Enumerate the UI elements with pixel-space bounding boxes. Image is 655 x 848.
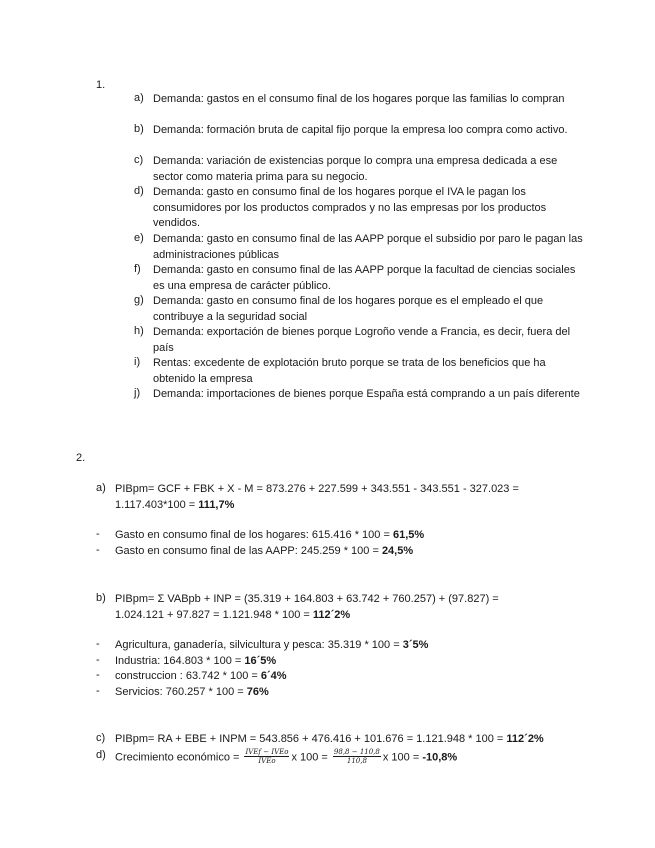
list-item-label: d) [134,185,144,197]
answer-2a-line2-text: 1.117.403*100 = [115,498,199,511]
bullet-result: 76% [246,685,269,698]
fraction-denominator: 110,8 [346,757,367,765]
bullet-result: 3´5% [402,639,429,651]
bullet-text-plain: Gasto en consumo final de los hogares: 615.416 * 100 = [115,529,393,541]
list-item-text: Rentas: excedente de explotación bruto porque se trata de los beneficios que ha obtenido la empresa [153,357,546,385]
answer-2b-label: b) [96,592,106,604]
fraction-numerator: IVEf − IVEo [245,748,289,756]
bullet-dash: - [96,684,100,697]
list-item-label: g) [134,294,144,306]
list-item-text: Demanda: gasto en consumo final de las AAPP porque el subsidio por paro le pagan las administraciones públicas [153,233,583,261]
formula-fraction-symbolic [244,748,289,765]
question-2-number: 2. [76,452,86,464]
list-item-text: Demanda: variación de existencias porque lo compra una empresa dedicada a ese sector como materia prima para su negocio. [153,155,558,183]
list-item-text: Demanda: importaciones de bienes porque España está comprando a un país diferente [153,388,580,400]
fraction-numerator: 98,8 − 110,8 [333,748,380,756]
answer-2a-line1: PIBpm= GCF + FBK + X - M = 873.276 + 227.599 + 343.551 - 343.551 - 327.023 = [115,483,519,495]
bullet-text-plain: construccion : 63.742 * 100 = [115,670,261,682]
bullet-dash: - [96,528,100,540]
answer-2a-label: a) [96,482,106,494]
bullet-result: 16´5% [244,654,277,667]
bullet-text-plain: Gasto en consumo final de las AAPP: 245.259 * 100 = [115,544,382,557]
answer-2c-text: PIBpm= RA + EBE + INPM = 543.856 + 476.416 + 101.676 = 1.121.948 * 100 = [115,733,507,745]
bullet-text-plain: Agricultura, ganadería, silvicultura y pesca: 35.319 * 100 = [115,639,403,651]
bullet-dash: - [96,669,100,681]
bullet-result: 24,5% [381,544,414,557]
bullet-result: 6´4% [260,670,287,682]
list-item-label: i) [134,356,141,368]
list-item-label: h) [134,325,144,337]
list-item-text: Demanda: gasto en consumo final de los hogares porque el IVA le pagan los consumidores por los productos comprados y no las empresas por los productos vendidos. [153,186,547,229]
answer-2b-line1: PIBpm= Σ VABpb + INP = (35.319 + 164.803 + 63.742 + 760.257) + (97.827) = [115,593,499,605]
answer-2b-line2-text: 1.024.121 + 97.827 = 1.121.948 * 100 = [115,608,313,621]
list-item-text: Demanda: exportación de bienes porque Logroño vende a Francia, es decir, fuera del país [153,326,571,354]
bullet-text [115,685,269,700]
answer-2b-line2 [115,608,499,624]
list-item-label: c) [134,154,144,166]
answer-2a-line2 [115,498,519,514]
bullet-result: 61,5% [392,529,425,541]
question-1-number: 1. [96,79,106,91]
list-item-label: e) [134,232,144,244]
fraction-denominator: IVEo [258,757,276,765]
bullet-text [115,638,428,653]
list-item-label: f) [134,263,141,275]
answer-2d-label: d) [96,749,106,761]
answer-2c-result: 112´2% [506,733,544,745]
list-item-text: Demanda: gasto en consumo final de los hogares porque es el empleado el que contribuye a la seguridad social [153,295,544,323]
answer-2b-result: 112´2% [312,608,351,621]
answer-2d-suffix: x 100 = [382,751,423,764]
list-item-label: j) [134,387,141,399]
bullet-dash: - [96,543,100,556]
bullet-text [115,544,413,559]
bullet-dash: - [96,653,100,666]
list-item-text: Demanda: formación bruta de capital fijo porque la empresa loo compra como activo. [153,124,568,136]
answer-2d-result: -10,8% [422,751,458,764]
answer-2d-prefix: Crecimiento económico = [115,751,243,764]
answer-2d-mid: x 100 = [291,751,331,764]
bullet-text-plain: Servicios: 760.257 * 100 = [115,685,247,698]
bullet-text-plain: Industria: 164.803 * 100 = [115,654,245,667]
list-item-label: a) [134,92,144,104]
answer-2a-result: 111,7% [198,498,235,511]
formula-fraction-numeric [333,748,381,765]
bullet-text [115,528,424,543]
answer-2c-label: c) [96,732,106,744]
list-item-text: Demanda: gasto en consumo final de las AAPP porque la facultad de ciencias sociales es una empresa de carácter público. [153,264,576,292]
list-item-text: Demanda: gastos en el consumo final de los hogares porque las familias lo compran [153,93,565,105]
bullet-text [115,669,287,684]
bullet-dash: - [96,638,100,650]
list-item-label: b) [134,123,144,135]
bullet-text [115,654,276,669]
